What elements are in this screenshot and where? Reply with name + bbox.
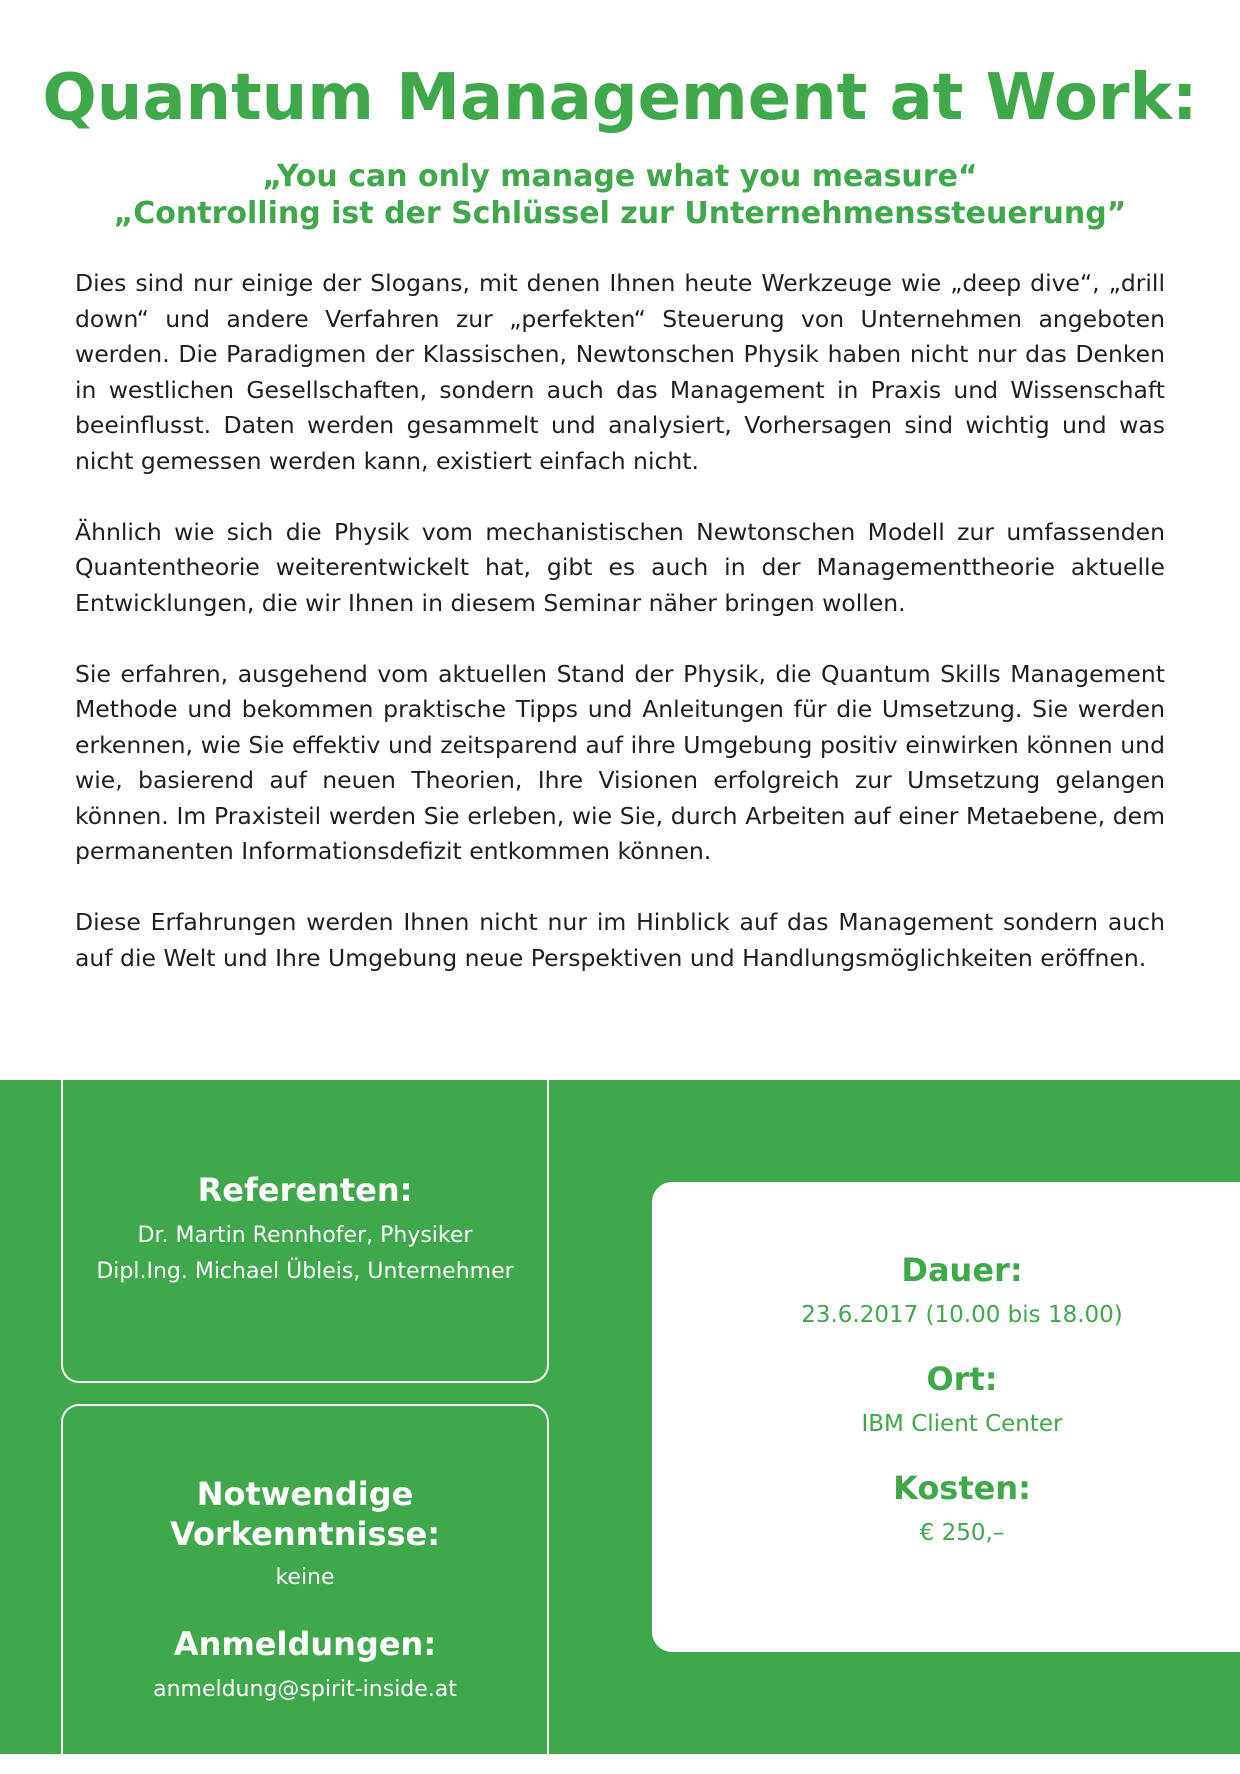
- referenten-box: [61, 1070, 549, 1383]
- anmeldungen-email[interactable]: anmeldung@spirit-inside.at: [153, 1677, 457, 1702]
- paragraph-3: Sie erfahren, ausgehend vom aktuellen Stand der Physik, die Quantum Skills Management Methode und bekommen praktische Tipps und Anleitungen für die Umsetzung. Sie werden erkennen, wie Sie effektiv und zeitsparend auf ihre Umgebung positiv einwirken können und wie, basierend auf neuen Theorien, Ihre Visionen erfolgreich zur Umsetzung gelangen können. Im Praxisteil werden Sie erleben, wie Sie, durch Arbeiten auf einer Metaebene, dem permanenten Informationsdefizit entkommen können.: [75, 659, 1165, 865]
- dauer-value: 23.6.2017 (10.00 bis 18.00): [801, 1302, 1123, 1328]
- slogan-2: „Controlling ist der Schlüssel zur Unternehmenssteuerung”: [113, 196, 1127, 231]
- kosten-value: € 250,–: [919, 1520, 1005, 1546]
- slogan-1: „You can only manage what you measure“: [262, 159, 978, 194]
- referent-2: Dipl.Ing. Michael Übleis, Unternehmer: [96, 1259, 514, 1284]
- vorkenntnisse-value: keine: [275, 1565, 335, 1590]
- vorkenntnisse-heading: Notwendige Vorkenntnisse:: [169, 1475, 441, 1553]
- body-text: [75, 266, 1165, 1012]
- slogans: [0, 158, 1240, 232]
- page-title: Quantum Management at Work:: [42, 61, 1198, 135]
- ort-value: IBM Client Center: [861, 1411, 1063, 1437]
- paragraph-1: Dies sind nur einige der Slogans, mit denen Ihnen heute Werkzeuge wie „deep dive“, „drill down“ und andere Verfahren zur „perfekten“ Steuerung von Unternehmen angeboten werden. Die Paradigmen der Klassischen, Newtonschen Physik haben nicht nur das Denken in westlichen Gesellschaften, sondern auch das Management in Praxis und Wissenschaft beeinflusst. Daten werden gesammelt und analysiert, Vorhersagen sind wichtig und was nicht gemessen werden kann, existiert einfach nicht.: [75, 269, 1165, 475]
- paragraph-4: Diese Erfahrungen werden Ihnen nicht nur im Hinblick auf das Management sondern auch auf die Welt und Ihre Umgebung neue Perspektiven und Handlungsmöglichkeiten eröffnen.: [75, 908, 1165, 972]
- event-details-card: [652, 1182, 1240, 1652]
- dauer-heading: Dauer:: [901, 1251, 1023, 1289]
- referent-1: Dr. Martin Rennhofer, Physiker: [137, 1223, 473, 1248]
- paragraph-2: Ähnlich wie sich die Physik vom mechanistischen Newtonschen Modell zur umfassenden Quantentheorie weiterentwickelt hat, gibt es auch in der Managementtheorie aktuelle Entwicklungen, die wir Ihnen in diesem Seminar näher bringen wollen.: [75, 517, 1165, 617]
- ort-heading: Ort:: [926, 1360, 998, 1398]
- kosten-heading: Kosten:: [893, 1469, 1031, 1507]
- referenten-heading: Referenten:: [197, 1171, 413, 1209]
- anmeldungen-heading: Anmeldungen:: [173, 1625, 437, 1663]
- vorkenntnisse-box: [61, 1404, 549, 1774]
